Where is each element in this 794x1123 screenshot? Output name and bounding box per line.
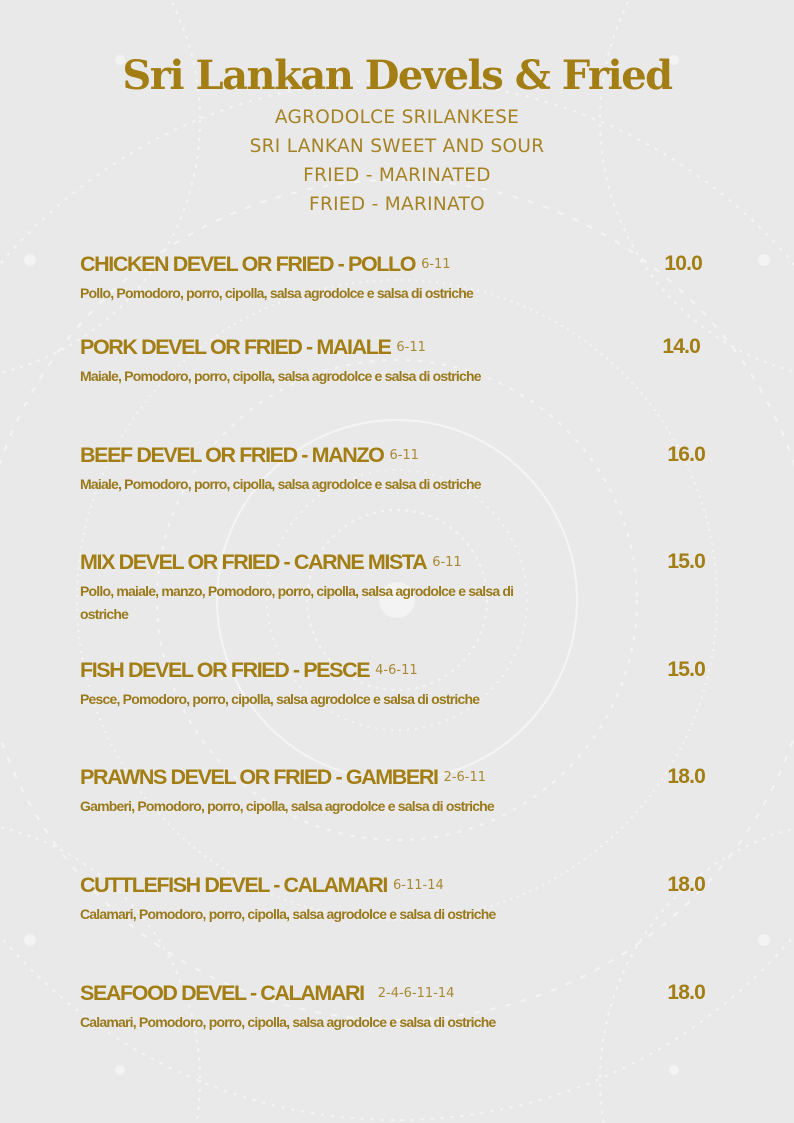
menu-item-chicken xyxy=(80,252,720,305)
item-name: CHICKEN DEVEL OR FRIED - POLLO xyxy=(80,252,416,276)
item-price: 18.0 xyxy=(667,873,705,896)
allergen-codes: 6-11 xyxy=(389,448,419,463)
item-name: PRAWNS DEVEL OR FRIED - GAMBERI xyxy=(80,765,438,789)
item-description: Gamberi, Pomodoro, porro, cipolla, salsa agrodolce e salsa di ostriche xyxy=(80,798,494,814)
item-description: Maiale, Pomodoro, porro, cipolla, salsa agrodolce e salsa di ostriche xyxy=(80,476,481,492)
item-description: Pollo, Pomodoro, porro, cipolla, salsa agrodolce e salsa di ostriche xyxy=(80,285,473,301)
menu-item-cuttlefish xyxy=(80,873,720,926)
menu-item-beef xyxy=(80,443,720,496)
page-title: Sri Lankan Devels & Fried xyxy=(122,52,672,99)
allergen-codes: 2-4-6-11-14 xyxy=(377,986,455,1001)
allergen-codes: 4-6-11 xyxy=(375,663,418,678)
menu-item-prawns xyxy=(80,765,720,818)
allergen-codes: 6-11 xyxy=(432,555,462,570)
allergen-codes: 6-11 xyxy=(421,257,451,272)
menu-item-pork xyxy=(80,335,720,388)
subtitle-italian: AGRODOLCE SRILANKESE xyxy=(274,107,520,128)
item-name: SEAFOOD DEVEL - CALAMARI xyxy=(80,981,364,1005)
allergen-codes: 6-11 xyxy=(396,340,426,355)
item-price: 10.0 xyxy=(664,252,702,275)
item-description: Pollo, maiale, manzo, Pomodoro, porro, cipolla, salsa agrodolce e salsa di ostriche xyxy=(80,583,514,622)
item-name: PORK DEVEL OR FRIED - MAIALE xyxy=(80,335,391,359)
item-description: Calamari, Pomodoro, porro, cipolla, salsa agrodolce e salsa di ostriche xyxy=(80,906,496,922)
menu-item-fish xyxy=(80,658,720,711)
subtitle-english: SRI LANKAN SWEET AND SOUR xyxy=(249,136,545,157)
item-price: 16.0 xyxy=(667,443,705,466)
item-name: FISH DEVEL OR FRIED - PESCE xyxy=(80,658,370,682)
subtitle-fried-italian: FRIED - MARINATO xyxy=(309,194,485,215)
subtitle-fried-english: FRIED - MARINATED xyxy=(303,165,491,186)
allergen-codes: 6-11-14 xyxy=(393,878,444,893)
item-name: MIX DEVEL OR FRIED - CARNE MISTA xyxy=(80,550,427,574)
menu-item-mix xyxy=(80,550,720,626)
item-name: BEEF DEVEL OR FRIED - MANZO xyxy=(80,443,384,467)
item-description: Calamari, Pomodoro, porro, cipolla, salsa agrodolce e salsa di ostriche xyxy=(80,1014,496,1030)
item-description: Maiale, Pomodoro, porro, cipolla, salsa agrodolce e salsa di ostriche xyxy=(80,368,481,384)
item-price: 18.0 xyxy=(667,765,705,788)
allergen-codes: 2-6-11 xyxy=(443,770,487,785)
item-description: Pesce, Pomodoro, porro, cipolla, salsa agrodolce e salsa di ostriche xyxy=(80,691,480,707)
item-price: 18.0 xyxy=(667,981,705,1004)
item-price: 14.0 xyxy=(662,335,700,358)
item-price: 15.0 xyxy=(667,550,705,573)
menu-item-seafood xyxy=(80,981,720,1034)
item-name: CUTTLEFISH DEVEL - CALAMARI xyxy=(80,873,387,897)
item-price: 15.0 xyxy=(667,658,705,681)
